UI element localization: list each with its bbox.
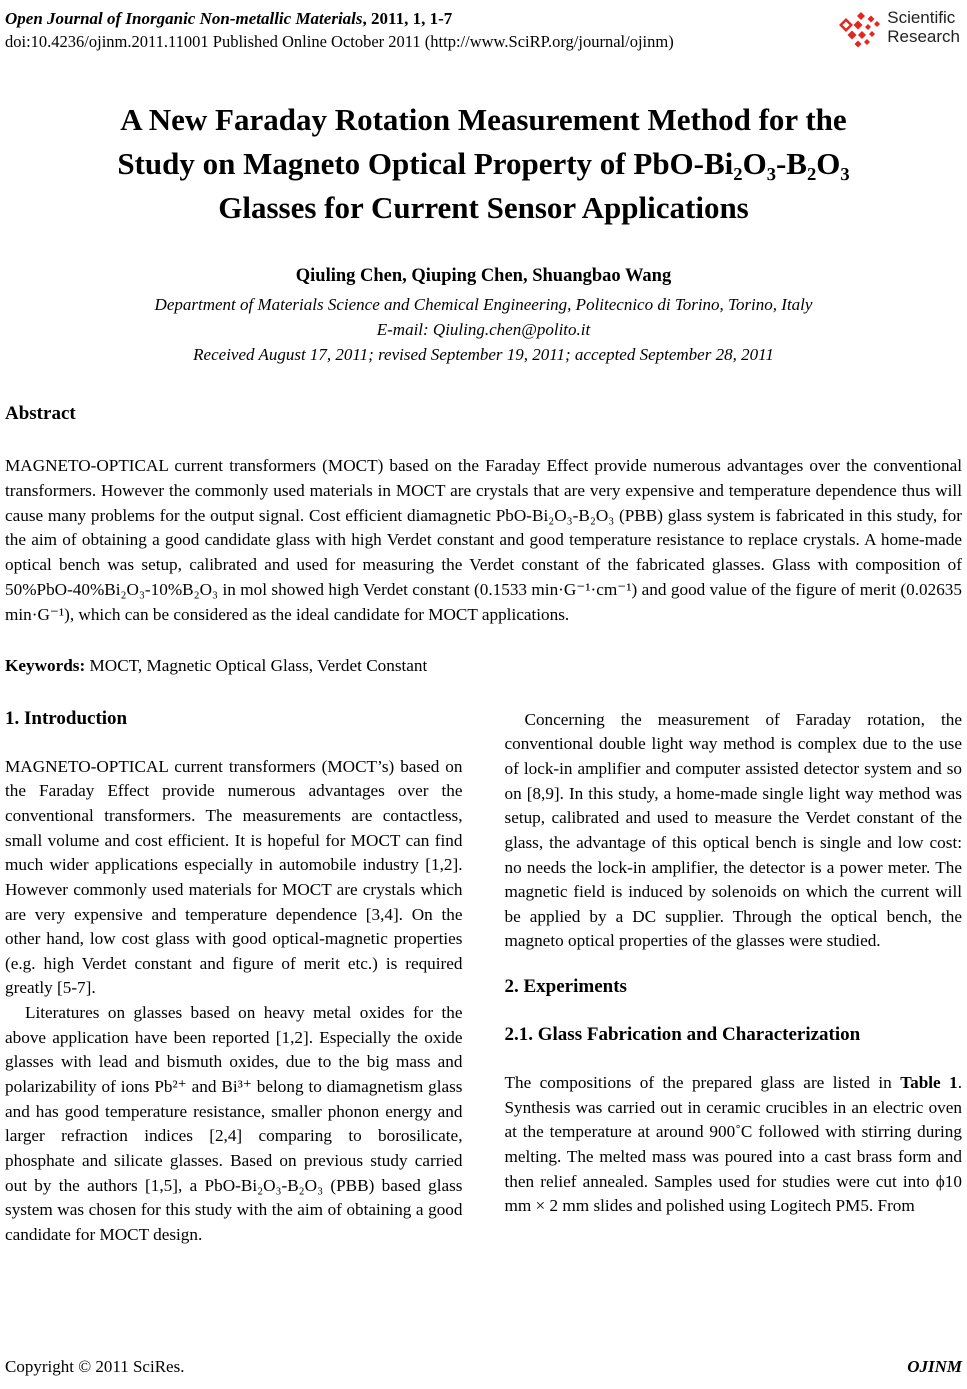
abstract-body: MAGNETO-OPTICAL current transformers (MOCT) based on the Faraday Effect provide numerous advantages over the conventional transformers. However the commonly used materials in MOCT are crystals that are very expensive and temperature dependence thus will cause many problems for the output signal. Cost efficient diamagnetic PbO-Bi₂O₃-B₂O₃ (PBB) glass system is fabricated in this study, for the aim of obtaining a good candidate glass with high Verdet constant and good temperature resistance to replace crystals. A home-made optical bench was setup, calibrated and used for measuring the Verdet constant of the fabricated glasses. Glass with composition of 50%PbO-40%Bi₂O₃-10%B₂O₃ in mol showed high Verdet constant (0.1533 min·G⁻¹·cm⁻¹) and good value of the figure of merit (0.02635 min·G⁻¹), which can be considered as the ideal candidate for MOCT applications. bbox=[5, 456, 962, 624]
section-heading-experiments: 2. Experiments bbox=[504, 976, 627, 998]
paper-title bbox=[5, 98, 962, 230]
scientific-research-diamonds-icon bbox=[834, 10, 884, 56]
experiments-paragraph-1-rest: . Synthesis was carried out in ceramic crucibles in an electric oven at the temperature at around 900˚C followed with stirring during melting. The melted mass was poured into a cast brass form and then relief annealed. Samples used for studies were cut into ϕ10 mm × 2 mm slides and polished using Logitech PM5. From bbox=[504, 1073, 962, 1216]
two-column-body bbox=[5, 708, 962, 1248]
keywords-line bbox=[5, 656, 962, 676]
abstract-heading: Abstract bbox=[5, 403, 76, 424]
introduction-paragraph-2: Literatures on glasses based on heavy metal oxides for the above application have been reported [1,2]. Especially the oxide glasses with lead and bismuth oxides, due to the big mass and polarizability of ions Pb²⁺ and Bi³⁺ belong to diamagnetism glass and has good temperature resistance, smaller phonon energy and larger refraction indices [2,4] comparing to borosilicate, phosphate and silicate glasses. Based on previous study carried out by the authors [1,5], a PbO-Bi₂O₃-B₂O₃ (PBB) based glass system was chosen for this study with the aim of obtaining a good candidate for MOCT design. bbox=[5, 1003, 463, 1245]
publisher-name-line2: Research bbox=[887, 27, 960, 46]
journal-title: Open Journal of Inorganic Non-metallic Materials bbox=[5, 9, 363, 28]
journal-issue: , 2011, 1, 1-7 bbox=[362, 9, 453, 28]
page-footer bbox=[5, 1357, 962, 1377]
experiments-paragraph-1-prefix: The compositions of the prepared glass are listed in bbox=[504, 1073, 901, 1093]
experiments-paragraph-1 bbox=[505, 1071, 963, 1219]
left-column bbox=[5, 708, 463, 1248]
journal-citation-line bbox=[5, 8, 674, 30]
authors: Qiuling Chen, Qiuping Chen, Shuangbao Wang bbox=[295, 266, 672, 286]
journal-abbreviation: OJINM bbox=[907, 1357, 962, 1376]
page-header bbox=[5, 8, 962, 56]
right-column-paragraph-1: Concerning the measurement of Faraday rotation, the conventional double light way method is complex due to the use of lock-in amplifier and computer assisted detector system and so on [8,9]. In this study, a home-made single light way method was setup, calibrated and used to measure the Verdet constant of the glass, the advantage of this optical bench is single and low cost: no needs the lock-in amplifier, the detector is a power meter. The magnetic field is induced by solenoids on which the current will be applied by a DC supplier. Through the optical bench, the magneto optical properties of the glasses were studied. bbox=[504, 709, 962, 951]
table-1-reference: Table 1 bbox=[900, 1073, 958, 1093]
received-dates: Received August 17, 2011; revised September 19, 2011; accepted September 28, 2011 bbox=[193, 345, 774, 364]
paper-title-line2: Study on Magneto Optical Property of PbO-Bi₂O₃-B₂O₃ bbox=[117, 146, 850, 181]
email-line: E-mail: Qiuling.chen@polito.it bbox=[376, 320, 591, 339]
introduction-paragraph-1: MAGNETO-OPTICAL current transformers (MOCT’s) based on the Faraday Effect provide numerous advantages over the conventional transformers. The measurements are contactless, small volume and cost efficient. It is hopeful for MOCT can find much wider applications especially in automobile industry [1,2]. However commonly used materials for MOCT are crystals which are very expensive and temperature dependence [3,4]. On the other hand, low cost glass with good optical-magnetic properties (e.g. high Verdet constant and figure of merit etc.) is required greatly [5-7]. bbox=[5, 756, 463, 998]
journal-info bbox=[5, 8, 674, 53]
keywords-text: MOCT, Magnetic Optical Glass, Verdet Constant bbox=[85, 655, 428, 675]
keywords-label: Keywords: bbox=[5, 655, 86, 675]
paper-title-line1: A New Faraday Rotation Measurement Method for the bbox=[120, 102, 847, 137]
subsection-heading-glass-fabrication: 2.1. Glass Fabrication and Characterization bbox=[504, 1024, 861, 1046]
copyright-notice: Copyright © 2011 SciRes. bbox=[5, 1357, 185, 1376]
paper-title-line3: Glasses for Current Sensor Applications bbox=[218, 190, 749, 225]
publisher-logo bbox=[834, 8, 960, 56]
publisher-name bbox=[887, 8, 960, 46]
affiliation: Department of Materials Science and Chemical Engineering, Politecnico di Torino, Torino, Italy bbox=[154, 295, 813, 314]
right-column bbox=[505, 708, 963, 1248]
publisher-name-line1: Scientific bbox=[887, 8, 956, 27]
section-heading-introduction: 1. Introduction bbox=[5, 707, 128, 729]
doi-line: doi:10.4236/ojinm.2011.11001 Published Online October 2011 (http://www.SciRP.org/journal/ojinm) bbox=[5, 32, 674, 51]
